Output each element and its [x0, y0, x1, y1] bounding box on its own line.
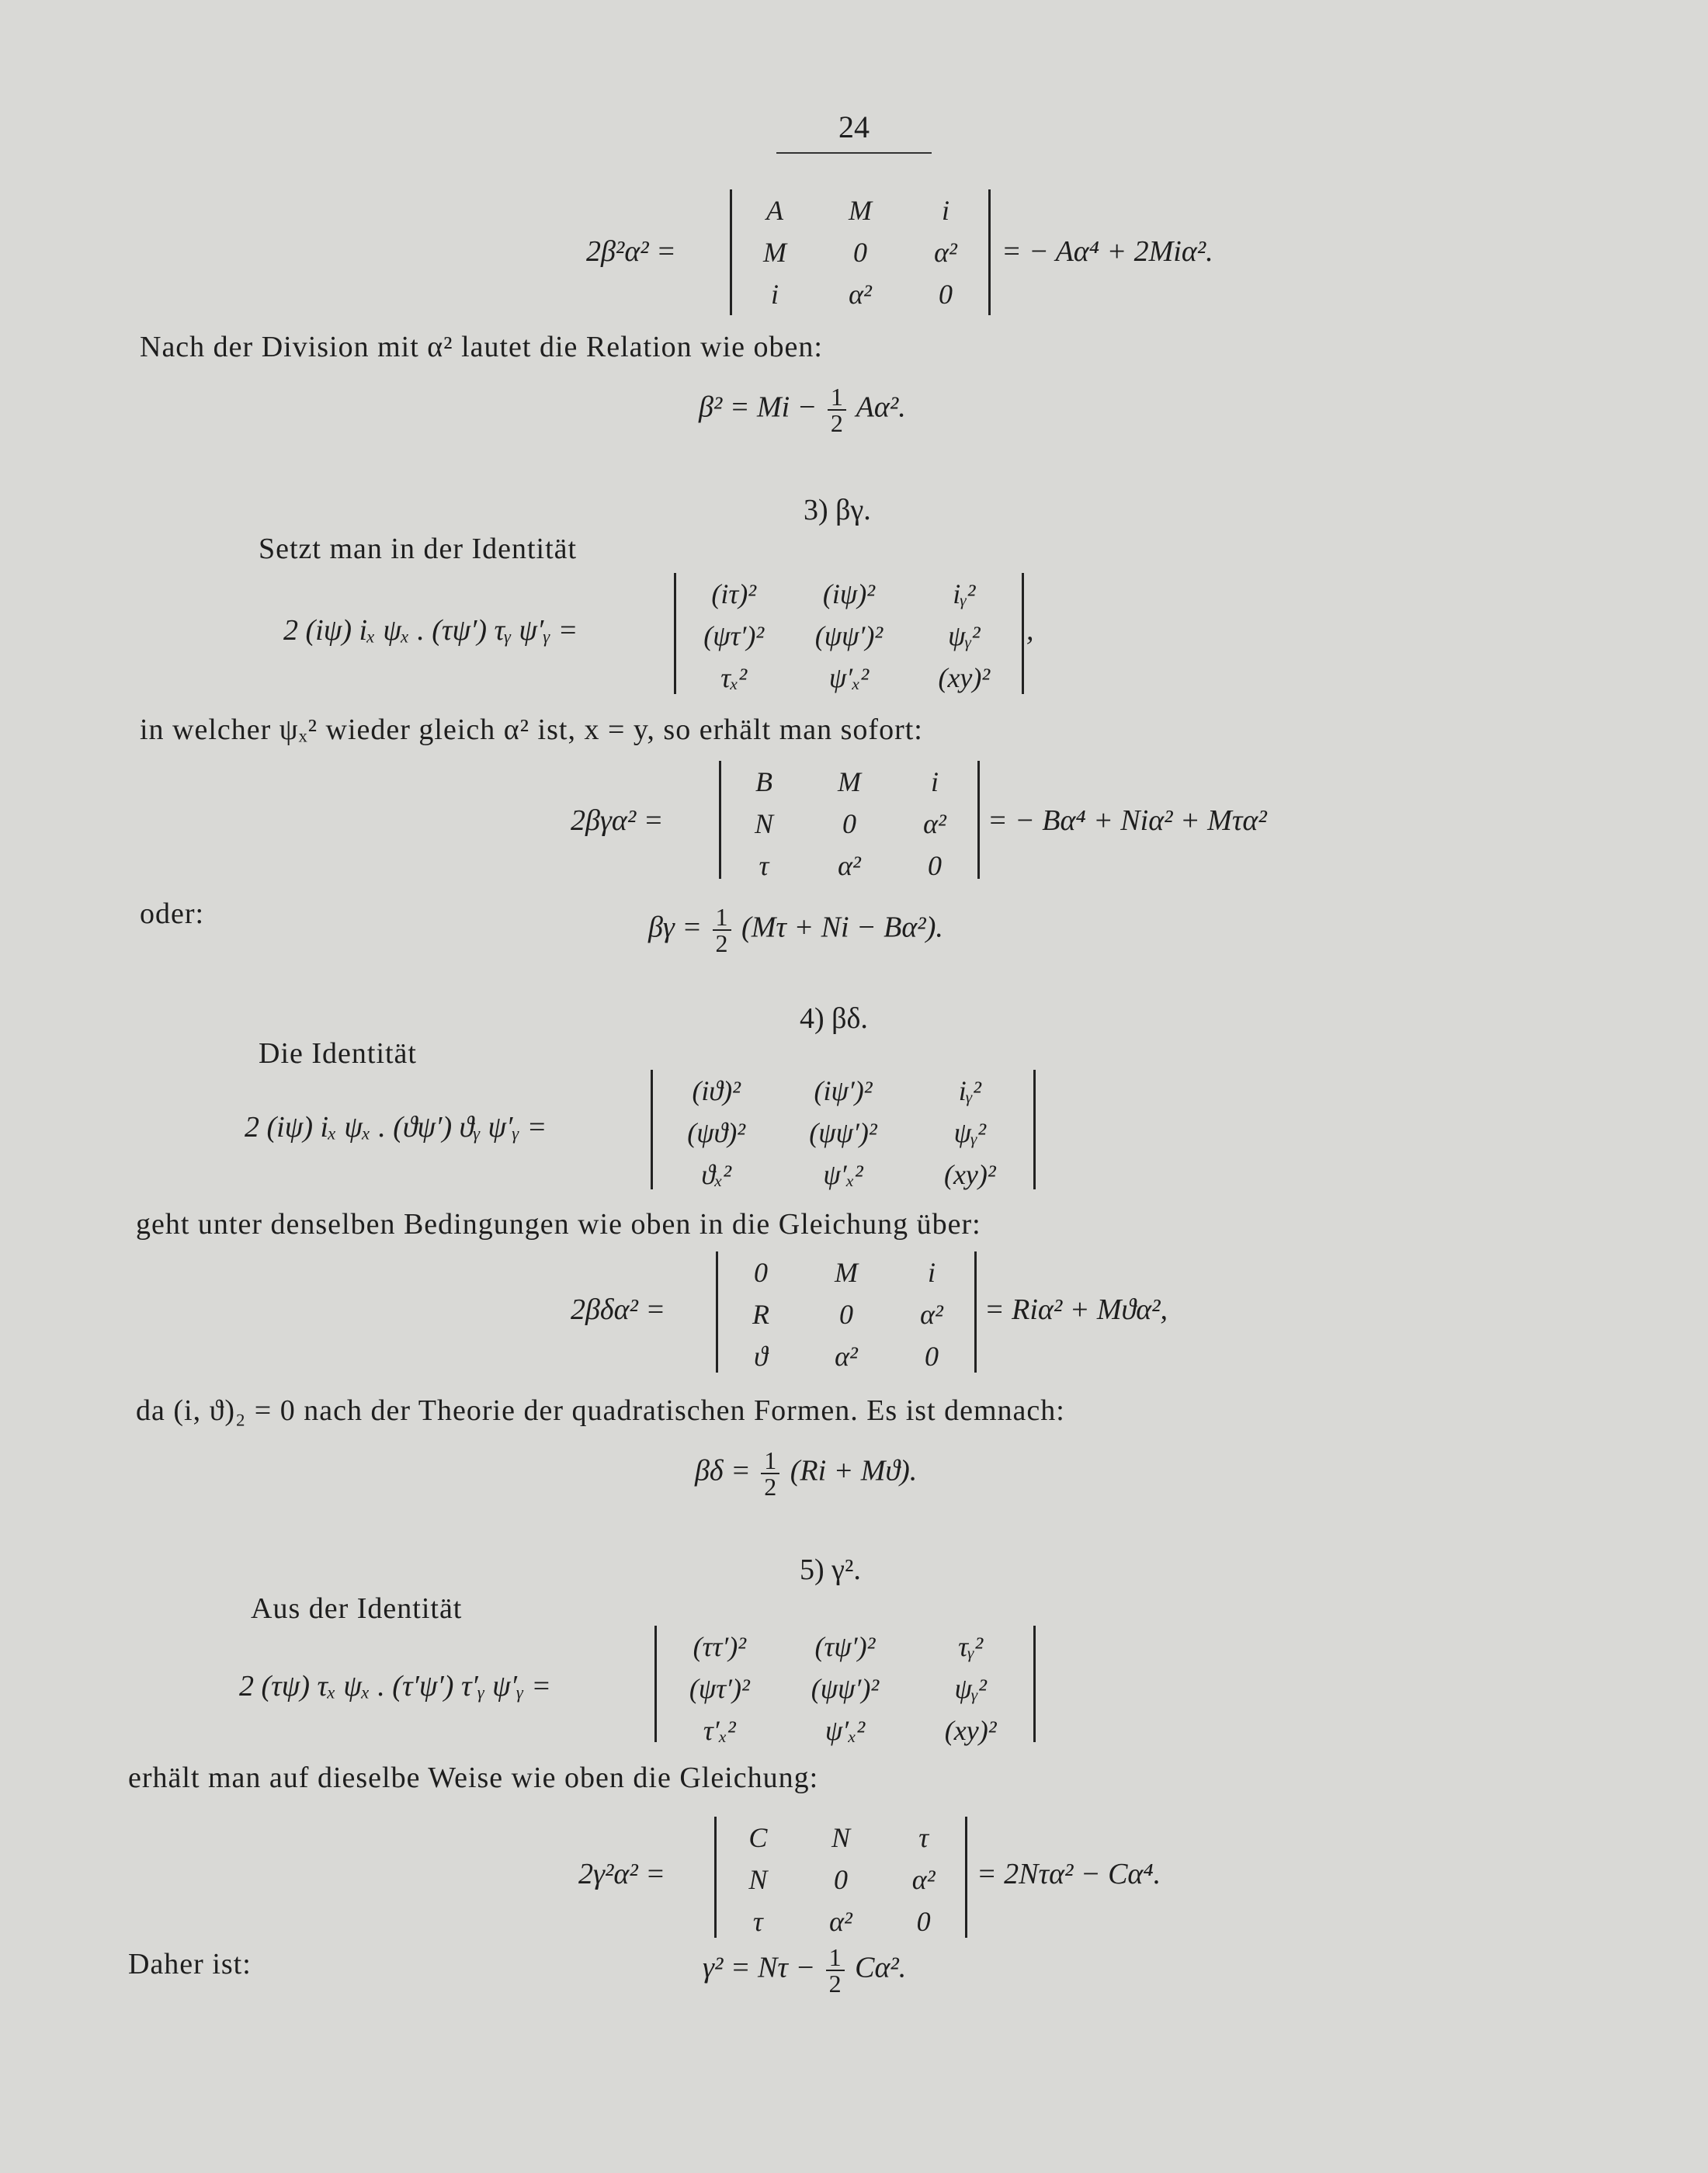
eq2-num: 1 [828, 384, 846, 411]
text-division: Nach der Division mit α² lautet die Relation wie oben: [140, 331, 823, 363]
eq8 [695, 1448, 917, 1499]
eq3-lhs: 2 (iψ) iₓ ψₓ . (τψ′) τᵧ ψ′ᵧ = [283, 614, 578, 647]
matrix-cell: τₓ² [720, 662, 748, 693]
matrix-cell: 0 [839, 1299, 853, 1330]
matrix-cell: ψᵧ² [954, 1673, 987, 1704]
eq10-rhs: = 2Nτα² − Cα⁴. [977, 1858, 1161, 1890]
eq10-lhs: 2γ²α² = [578, 1858, 665, 1890]
matrix-cell: N [754, 808, 773, 839]
eq8-tail: (Ri + Mϑ). [790, 1454, 918, 1487]
eq8-num: 1 [761, 1448, 779, 1474]
eq5-lhs: βγ = [648, 911, 703, 944]
matrix-cell: α² [934, 237, 957, 268]
matrix-cell: 0 [833, 1864, 848, 1895]
eq2-den: 2 [830, 409, 843, 437]
matrix-cell: τ [752, 1906, 763, 1937]
matrix-cell: ψ′ₓ² [824, 1715, 866, 1746]
matrix-cell: τ [918, 1822, 929, 1853]
matrix-cell: 0 [853, 237, 867, 268]
eq5-den: 2 [715, 929, 728, 957]
text-setzt: Setzt man in der Identität [259, 533, 578, 565]
matrix-cell: 0 [925, 1341, 939, 1372]
matrix-cell: α² [911, 1864, 936, 1895]
matrix-cell: (ψψ′)² [809, 1117, 877, 1148]
section-3-heading: 3) βγ. [804, 494, 871, 526]
matrix-cell: (ψτ′)² [689, 1673, 750, 1704]
matrix-cell: M [763, 237, 786, 268]
eq7-lhs: 2βδα² = [571, 1293, 666, 1326]
eq8-den: 2 [764, 1473, 777, 1501]
matrix-cell: α² [849, 279, 872, 310]
matrix-cell: (ψτ′)² [703, 620, 765, 651]
matrix-cell: N [831, 1822, 850, 1853]
matrix-cell: i [941, 195, 949, 226]
eq7-rhs: = Riα² + Mϑα², [984, 1293, 1168, 1326]
eq7-determinant [716, 1251, 977, 1373]
eq5-tail: (Mτ + Ni − Bα²). [741, 911, 943, 944]
matrix-cell: (ψψ′)² [811, 1673, 880, 1704]
header-rule [776, 152, 932, 154]
eq11-tail: Cα². [855, 1951, 907, 1984]
eq1-rhs: = − Aα⁴ + 2Miα². [1002, 235, 1213, 268]
matrix-cell: i [927, 1257, 936, 1288]
matrix-cell: C [748, 1822, 768, 1853]
eq2-lhs: β² = Mi − [699, 391, 818, 424]
matrix-cell: (xy)² [944, 1715, 997, 1746]
eq4-determinant [719, 761, 980, 879]
matrix-cell: τ [759, 850, 769, 881]
section-5-heading: 5) γ². [800, 1553, 861, 1586]
page-number: 24 [838, 109, 870, 144]
eq3-determinant [674, 573, 1024, 694]
matrix-cell: (xy)² [943, 1159, 996, 1190]
eq10-determinant [714, 1817, 967, 1938]
text-aus-der: Aus der Identität [251, 1592, 463, 1625]
eq4-lhs: 2βγα² = [571, 804, 664, 837]
matrix-cell: 0 [916, 1906, 931, 1937]
matrix-cell: ψ′ₓ² [823, 1159, 863, 1190]
matrix-cell: ψᵧ² [953, 1117, 987, 1148]
matrix-cell: α² [838, 850, 861, 881]
eq1-lhs: 2β²α² = [586, 235, 676, 268]
text-oder: oder: [140, 897, 205, 930]
eq6-determinant [651, 1070, 1036, 1189]
matrix-cell: ψᵧ² [948, 620, 981, 651]
eq8-lhs: βδ = [695, 1454, 751, 1487]
matrix-cell: N [748, 1864, 768, 1895]
matrix-cell: i [930, 766, 939, 797]
eq11-fraction [826, 1945, 845, 1996]
text-erhaelt: erhält man auf dieselbe Weise wie oben die Gleichung: [128, 1762, 819, 1794]
matrix-cell: (iψ′)² [814, 1075, 873, 1106]
matrix-cell: ϑₓ² [701, 1159, 732, 1190]
eq2-fraction [828, 384, 846, 436]
section-4-heading: 4) βδ. [800, 1002, 868, 1035]
text-die-identitaet: Die Identität [259, 1037, 417, 1070]
text-daher: Daher ist: [128, 1948, 252, 1980]
matrix-cell: ψ′ₓ² [828, 662, 870, 693]
matrix-cell: (τψ′)² [814, 1631, 876, 1662]
eq3-rhs: , [1026, 614, 1034, 647]
matrix-cell: α² [923, 808, 946, 839]
eq11 [703, 1945, 906, 1996]
eq2-tail: Aα². [856, 391, 906, 424]
matrix-cell: iᵧ² [953, 578, 976, 609]
matrix-cell: (ψψ′)² [814, 620, 884, 651]
matrix-cell: i [770, 279, 779, 310]
matrix-cell: (xy)² [938, 662, 991, 693]
matrix-cell: α² [829, 1906, 852, 1937]
matrix-cell: 0 [928, 850, 942, 881]
matrix-cell: (iτ)² [711, 578, 756, 609]
eq8-fraction [761, 1448, 779, 1499]
matrix-cell: iᵧ² [958, 1075, 981, 1106]
eq2 [699, 384, 906, 436]
matrix-cell: α² [835, 1341, 858, 1372]
text-da: da (i, ϑ)₂ = 0 nach der Theorie der quadratischen Formen. Es ist demnach: [136, 1394, 1065, 1427]
eq5 [648, 904, 943, 956]
eq11-lhs: γ² = Nτ − [703, 1951, 816, 1984]
matrix-cell: B [755, 766, 772, 797]
eq11-den: 2 [828, 1970, 842, 1998]
matrix-cell: M [849, 195, 872, 226]
matrix-cell: (iϑ)² [692, 1075, 741, 1106]
eq11-num: 1 [826, 1945, 845, 1971]
text-in-welcher: in welcher ψₓ² wieder gleich α² ist, x = y, so erhält man sofort: [140, 713, 923, 746]
eq6-lhs: 2 (iψ) iₓ ψₓ . (ϑψ′) ϑᵧ ψ′ᵧ = [245, 1111, 547, 1144]
matrix-cell: α² [920, 1299, 943, 1330]
matrix-cell: (iψ)² [822, 578, 876, 609]
matrix-cell: (ψϑ)² [687, 1117, 746, 1148]
eq1-determinant [730, 189, 991, 315]
eq9-determinant [654, 1626, 1036, 1746]
eq9-lhs: 2 (τψ) τₓ ψₓ . (τ′ψ′) τ′ᵧ ψ′ᵧ = [239, 1670, 551, 1703]
matrix-cell: 0 [754, 1257, 768, 1288]
text-geht-unter: geht unter denselben Bedingungen wie oben in die Gleichung über: [136, 1208, 981, 1241]
matrix-cell: τ′ₓ² [703, 1715, 736, 1746]
matrix-cell: M [838, 766, 861, 797]
matrix-cell: τᵧ² [958, 1631, 984, 1662]
eq5-num: 1 [713, 904, 731, 931]
matrix-cell: (ττ′)² [693, 1631, 747, 1662]
matrix-cell: 0 [939, 279, 953, 310]
matrix-cell: R [752, 1299, 769, 1330]
matrix-cell: 0 [842, 808, 856, 839]
matrix-cell: ϑ [754, 1341, 768, 1372]
eq5-fraction [713, 904, 731, 956]
matrix-cell: M [835, 1257, 858, 1288]
eq4-rhs: = − Bα⁴ + Niα² + Mτα² [988, 804, 1267, 837]
matrix-cell: A [766, 195, 783, 226]
